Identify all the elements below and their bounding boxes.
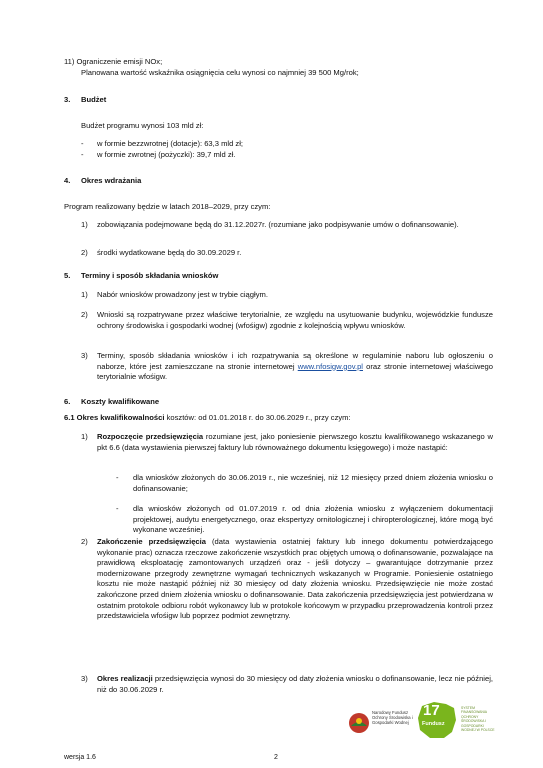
application-item [97, 351, 493, 383]
cost-item-bold: Rozpoczęcie przedsięwzięcia [97, 432, 204, 441]
budget-item: w formie zwrotnej (pożyczki): 39,7 mld zł. [97, 150, 236, 159]
item-11-label: 11) Ograniczenie emisji NOx; [64, 57, 163, 66]
application-num: 2) [81, 310, 88, 319]
budget-item: w formie bezzwrotnej (dotacje): 63,3 mld zł; [97, 139, 244, 148]
section-6-num: 6. [64, 397, 71, 406]
cost-item-start [97, 432, 493, 453]
cost-item-text: rozumiane jest, jako poniesienie pierwszego kosztu kwalifikowanego wskazanego w pkt 6.6 (data wystawienia pierwszej faktury lub równoważnego dokumentu księgowego) i może nastąpić: [97, 432, 493, 452]
application-text-b: oraz stronie internetowej właściwego terytorialnie wfośigw. [97, 361, 494, 382]
application-item: Wnioski są rozpatrywane przez właściwe terytorialnie, ze względu na usytuowanie budynku, wojewódzkie fundusze ochrony środowiska i gospodarki wodnej (wfośigw) zgodnie z kolejnością wpływu wniosków. [97, 310, 493, 330]
cost-item-text: przedsięwzięcia wynosi do 30 miesięcy od daty złożenia wniosku o dofinansowanie, lecz nie później, niż do 30.06.2029 r. [97, 674, 493, 694]
cost-sub-item: dla wniosków złożonych od 01.07.2019 r. od dnia złożenia wniosku z wyłączeniem dokumentacji projektowej, audytu energetycznego, oraz ekspertyzy ornitologicznej i chiropterologicznej, które mogą być wykonane wcześniej. [133, 504, 493, 535]
period-num: 1) [81, 220, 88, 229]
application-num: 3) [81, 351, 88, 360]
cost-num: 2) [81, 537, 88, 546]
application-text-a: Terminy, sposób składania wniosków i ich rozpatrywania są określone w regulaminie naboru lub ogłoszeniu o naborze, które jest zamieszczane na stronie internetowej [97, 351, 493, 371]
budget-intro: Budżet programu wynosi 103 mld zł: [81, 121, 204, 130]
budget-bullet: - [81, 139, 84, 148]
budget-bullet: - [81, 150, 84, 159]
section-3-heading: Budżet [81, 95, 107, 104]
17-funduszy-logo [416, 700, 500, 742]
section-6-heading: Koszty kwalifikowane [81, 397, 160, 406]
fundusz-word: Fundusz [422, 721, 445, 727]
eligibility-period-label: 6.1 Okres kwalifikowalności [64, 413, 165, 422]
cost-num: 1) [81, 432, 88, 441]
period-num: 2) [81, 248, 88, 257]
page-number: 2 [274, 754, 278, 761]
section-4-heading: Okres wdrażania [81, 176, 142, 185]
nfosigw-logo-icon [348, 712, 370, 734]
nfosigw-logo [348, 706, 414, 740]
nfosigw-logo-text: Narodowy Fundusz Ochrony Środowiska i Gospodarki Wodnej [372, 710, 413, 726]
section-5-heading: Terminy i sposób składania wniosków [81, 271, 219, 280]
period-item: środki wydatkowane będą do 30.09.2029 r. [97, 248, 242, 257]
cost-item-bold: Okres realizacji [97, 674, 153, 683]
cost-item-bold: Zakończenie przedsięwzięcia [97, 537, 206, 546]
version-label: wersja 1.6 [64, 754, 96, 761]
application-item: Nabór wniosków prowadzony jest w trybie ciągłym. [97, 290, 268, 299]
period-item: zobowiązania podejmowane będą do 31.12.2027r. (rozumiane jako podpisywanie umów o dofinansowanie). [97, 220, 459, 229]
cost-sub-bullet: - [116, 504, 119, 513]
17-number: 17 [423, 702, 440, 719]
cost-sub-item: dla wniosków złożonych do 30.06.2019 r., nie wcześniej, niż 12 miesięcy przed dniem złożenia wniosku o dofinansowanie; [133, 473, 493, 493]
cost-item-text: (data wystawienia ostatniej faktury lub innego dokumentu potwierdzającego wykonanie prac) oznacza rzeczowe zakończenie wszystkich prac objętych umową o dofinansowanie, pozwalające na prawidłową eksploatację zamontowanych urządzeń oraz - jeśli dotyczy – gwarantujące dotrzymanie przez modernizowane przegrody zewnętrzne wymagań technicznych wskazanych w Programie. Poniesienie ostatniego kosztu nie może nastąpić później niż 30 miesięcy od daty złożenia wniosku. Przedsięwzięcie nie może zostać zakończone przed dniem złożenia wniosku o dofinansowanie. Data zakończenia przedsięwzięcia jest potwierdzana w ostatnim protokole odbioru robót wykonawcy lub w protokole końcowym w przypadku przeprowadzenia kontroli przez przedstawiciela wfośigw lub poprzez podmiot zewnętrzny. [97, 537, 494, 621]
eligibility-period [64, 413, 351, 424]
application-num: 1) [81, 290, 88, 299]
section-5-num: 5. [64, 271, 71, 280]
cost-item-end [97, 537, 493, 622]
period-intro: Program realizowany będzie w latach 2018–2029, przy czym: [64, 202, 271, 211]
nfosigw-link[interactable]: www.nfosigw.gov.pl [297, 361, 363, 371]
17-funduszy-text: SYSTEM FINANSOWANIA OCHRONY ŚRODOWISKA I GOSPODARKI WODNEJ W POLSCE [461, 706, 495, 733]
item-11-text: Planowana wartość wskaźnika osiągnięcia celu wynosi co najmniej 39 500 Mg/rok; [81, 68, 359, 77]
cost-num: 3) [81, 674, 88, 683]
cost-sub-bullet: - [116, 473, 119, 482]
section-3-num: 3. [64, 95, 71, 104]
eligibility-period-text: kosztów: od 01.01.2018 r. do 30.06.2029 r., przy czym: [164, 413, 351, 422]
cost-item-period [97, 674, 493, 695]
section-4-num: 4. [64, 176, 71, 185]
